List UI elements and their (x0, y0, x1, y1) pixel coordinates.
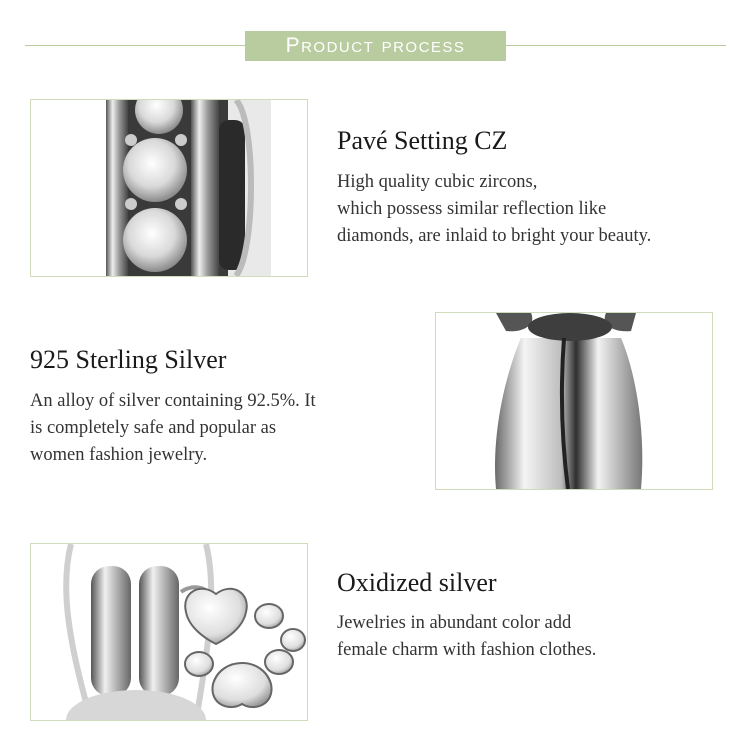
section-header-title: Product process (285, 34, 466, 57)
silver-charm-photo (435, 312, 713, 490)
description-line: female charm with fashion clothes. (337, 640, 597, 660)
description-line: is completely safe and popular as (30, 418, 277, 438)
header-divider-right (506, 45, 726, 46)
feature-title-pave-setting: Pavé Setting CZ (337, 126, 508, 155)
description-line: women fashion jewelry. (30, 445, 208, 465)
section-header (245, 31, 506, 61)
feature-description-oxidized-silver (337, 610, 596, 664)
description-line: High quality cubic zircons, (337, 172, 538, 192)
feature-description-pave-setting (337, 169, 651, 250)
description-line: Jewelries in abundant color add (337, 613, 572, 633)
paw-charm-photo (30, 543, 308, 721)
description-line: An alloy of silver containing 92.5%. It (30, 391, 316, 411)
feature-title-oxidized-silver: Oxidized silver (337, 568, 497, 597)
header-divider-left (25, 45, 245, 46)
feature-description-sterling-silver (30, 388, 316, 469)
description-line: diamonds, are inlaid to bright your beauty. (337, 226, 652, 246)
description-line: which possess similar reflection like (337, 199, 607, 219)
cz-charm-photo (30, 99, 308, 277)
feature-title-sterling-silver: 925 Sterling Silver (30, 345, 227, 374)
